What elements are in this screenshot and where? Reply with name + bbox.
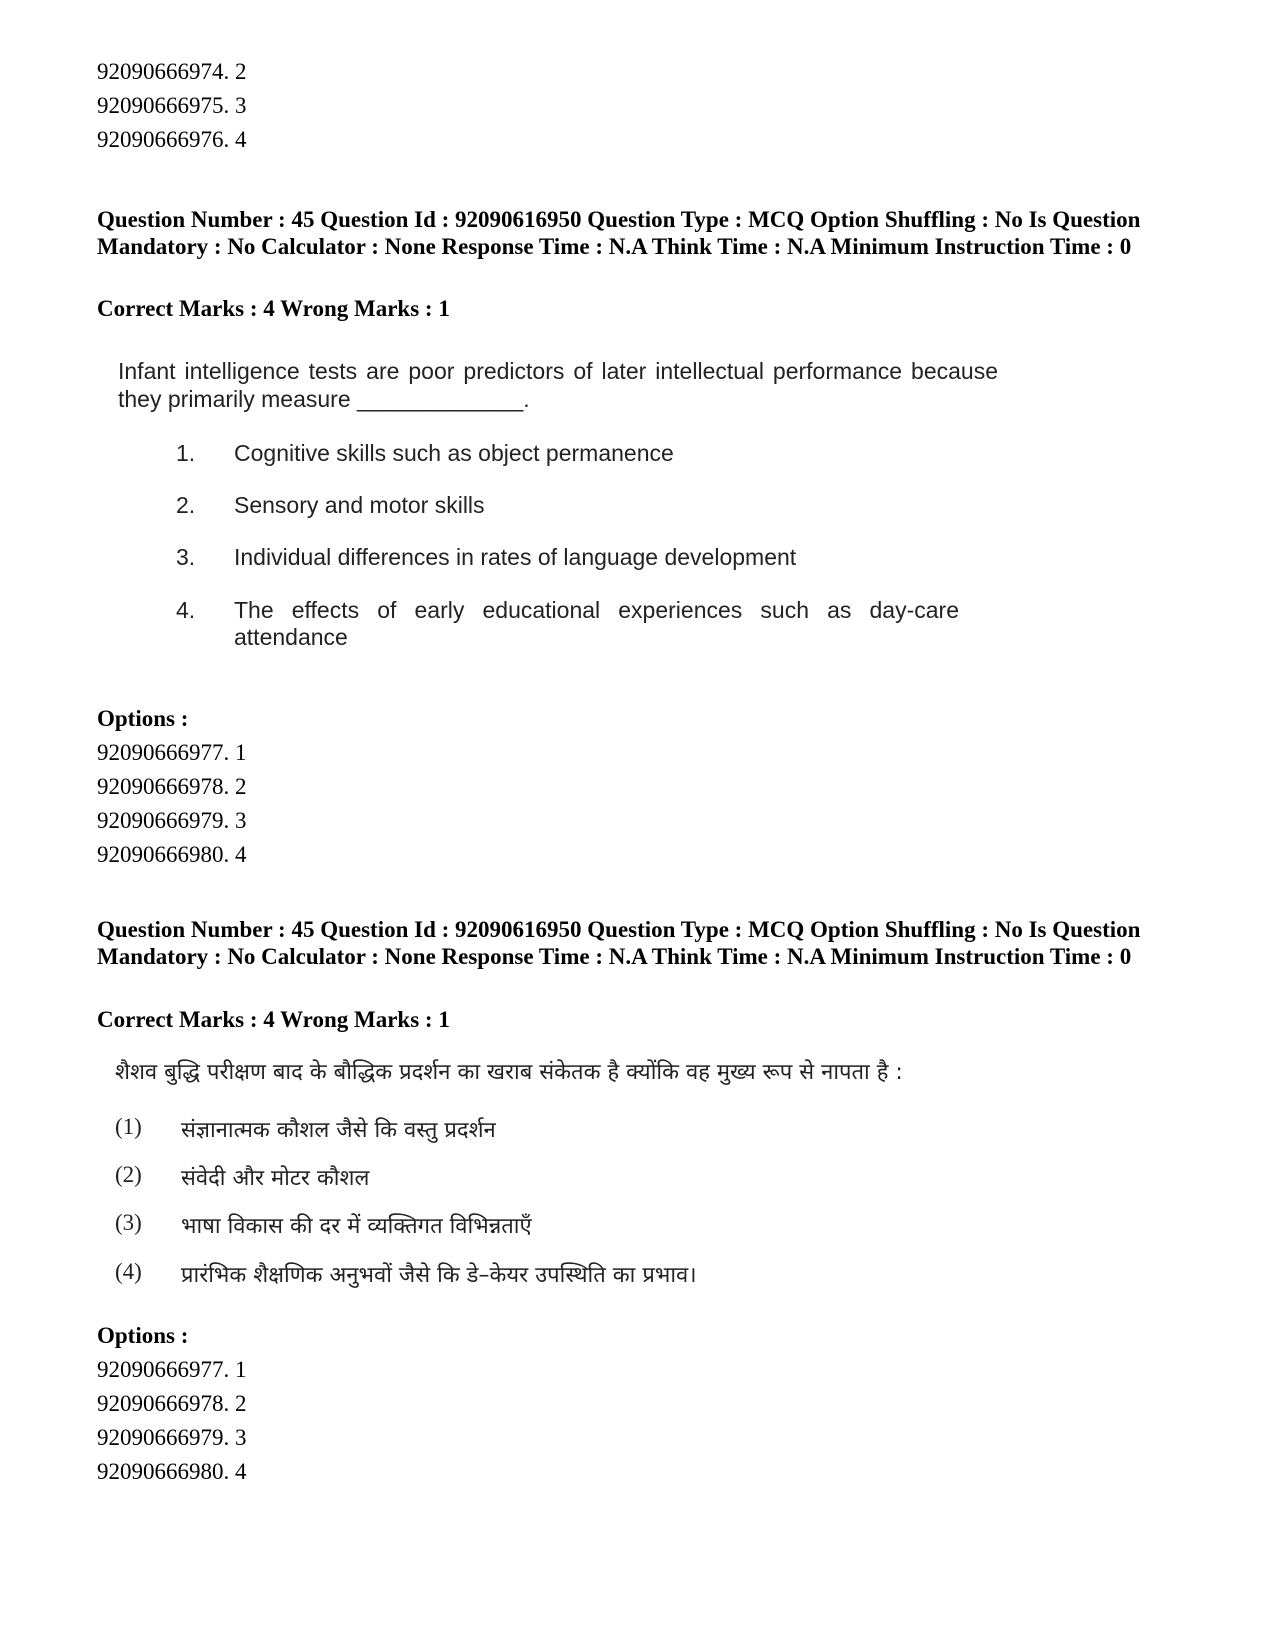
choice-text: Cognitive skills such as object permanence: [234, 440, 674, 466]
choice-text: प्रारंभिक शैक्षणिक अनुभवों जैसे कि डे–केयर उपस्थिति का प्रभाव।: [181, 1263, 697, 1288]
choice-number: (3): [115, 1210, 142, 1235]
choice-number: (2): [115, 1162, 142, 1187]
answer-choice: [115, 1210, 1015, 1242]
choice-text: भाषा विकास की दर में व्यक्तिगत विभिन्नताएँ: [181, 1214, 532, 1239]
option-id-line: 92090666974. 2: [97, 59, 247, 84]
option-id-line: 92090666979. 3: [97, 808, 247, 833]
choice-number: 1.: [176, 440, 196, 466]
choice-number: 3.: [176, 544, 196, 570]
question-header: Question Number : 45 Question Id : 92090616950 Question Type : MCQ Option Shuffling : No Is Question Mandatory : No Calculator : None Response Time : N.A Think Time : N.A Minimum Instruction Time : 0: [97, 207, 1141, 259]
answer-choice: [176, 440, 976, 470]
option-id-line: 92090666975. 3: [97, 93, 247, 118]
option-id-line: 92090666977. 1: [97, 1357, 247, 1382]
question-text: Infant intelligence tests are poor predictors of later intellectual performance because they primarily measure _____________.: [118, 358, 998, 412]
choice-text: संवेदी और मोटर कौशल: [181, 1166, 370, 1191]
choice-number: (4): [115, 1259, 142, 1284]
question-text: शैशव बुद्धि परीक्षण बाद के बौद्धिक प्रदर्शन का खराब संकेतक है क्योंकि वह मुख्य रूप से नापता है :: [115, 1060, 903, 1085]
choice-text: Sensory and motor skills: [234, 492, 485, 518]
choice-number: 2.: [176, 492, 196, 518]
answer-choice: [115, 1162, 1015, 1194]
choice-number: 4.: [176, 597, 196, 623]
option-id-line: 92090666976. 4: [97, 127, 247, 152]
answer-choice: [176, 544, 976, 574]
options-title: Options :: [97, 1323, 189, 1348]
marks-line: Correct Marks : 4 Wrong Marks : 1: [97, 1007, 450, 1032]
option-id-line: 92090666980. 4: [97, 842, 247, 867]
options-title: Options :: [97, 706, 189, 731]
option-id-line: 92090666980. 4: [97, 1459, 247, 1484]
answer-choice: [115, 1259, 1015, 1291]
choice-number: (1): [115, 1114, 142, 1139]
choice-text: The effects of early educational experiences such as day-care attendance: [234, 597, 959, 650]
choice-text: Individual differences in rates of language development: [234, 544, 797, 570]
answer-choice: [176, 492, 976, 522]
option-id-line: 92090666979. 3: [97, 1425, 247, 1450]
question-header: Question Number : 45 Question Id : 92090616950 Question Type : MCQ Option Shuffling : No Is Question Mandatory : No Calculator : None Response Time : N.A Think Time : N.A Minimum Instruction Time : 0: [97, 917, 1141, 969]
choice-text: संज्ञानात्मक कौशल जैसे कि वस्तु प्रदर्शन: [181, 1118, 496, 1143]
answer-choice: [176, 597, 976, 657]
answer-choice: [115, 1114, 1015, 1146]
option-id-line: 92090666977. 1: [97, 740, 247, 765]
option-id-line: 92090666978. 2: [97, 774, 247, 799]
option-id-line: 92090666978. 2: [97, 1391, 247, 1416]
marks-line: Correct Marks : 4 Wrong Marks : 1: [97, 296, 450, 321]
